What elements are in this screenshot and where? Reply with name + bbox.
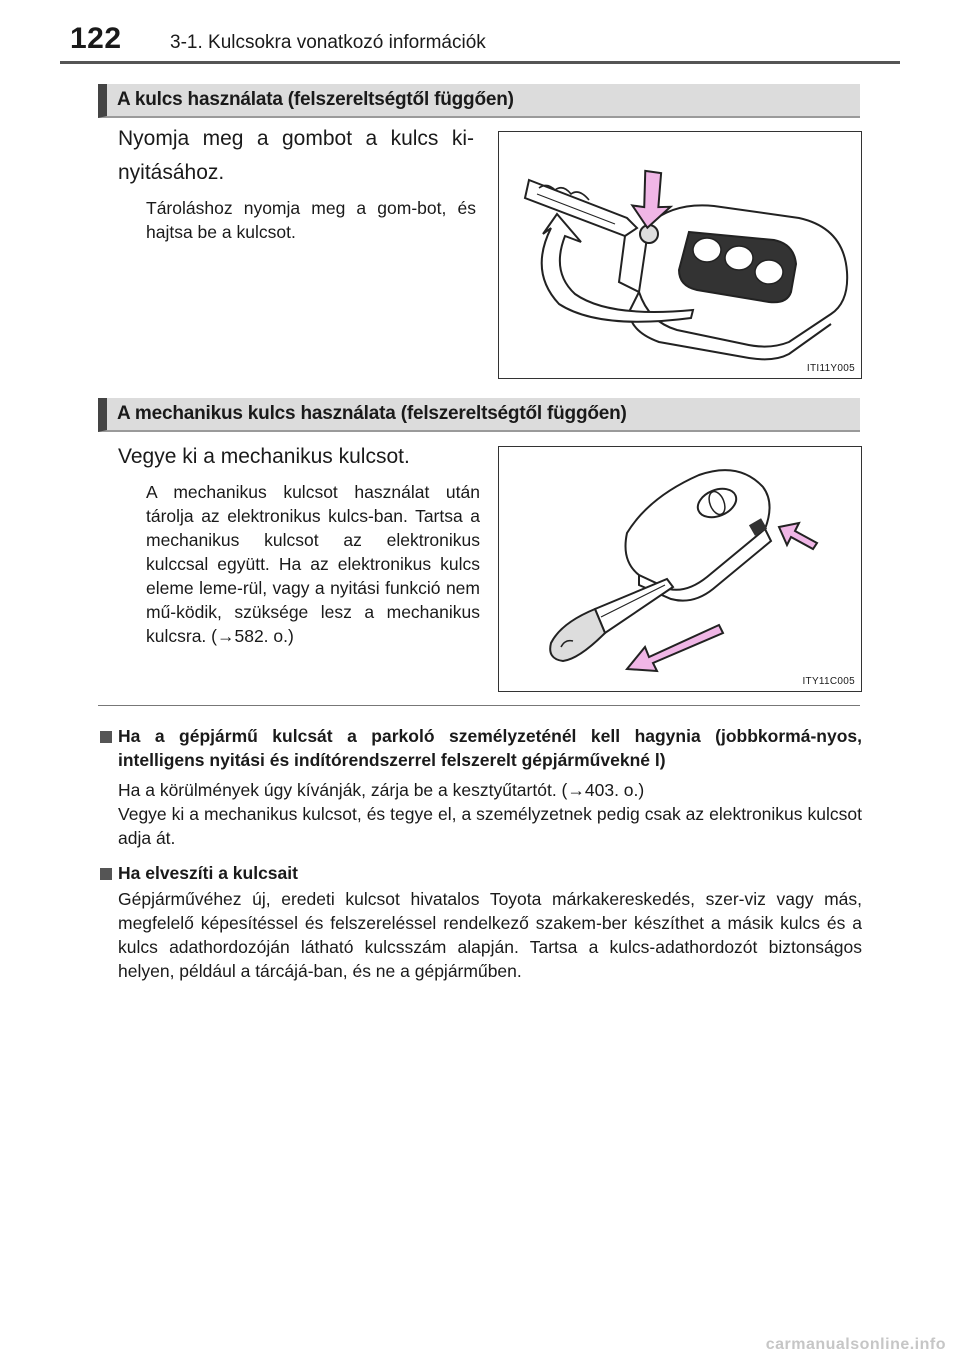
smart-key-illustration (499, 447, 863, 693)
info-text-lost-keys: Gépjárművéhez új, eredeti kulcsot hivatalos Toyota márkakereskedés, szer-viz vagy más, megfelelő képesítéssel és felszereléssel rendelkező szakem-ber készíthet a másik kulcs és a kulcs adathordozóján látható kulcsszám alapján. Tartsa a kulcs-adathordozót biztonságos helyen, például a tárcájá-ban, és ne a gépjárműben. (118, 889, 862, 981)
section-heading-key-use: A kulcs használata (felszereltségtől függően) (98, 84, 860, 118)
chapter-title: 3-1. Kulcsokra vonatkozó információk (170, 32, 486, 53)
section-heading-mechanical-key: A mechanikus kulcs használata (felszereltségtől függően) (98, 398, 860, 432)
trunk-button (755, 260, 783, 284)
watermark: carmanualsonline.info (765, 1336, 946, 1353)
info-text-glovebox: Ha a körülmények úgy kívánják, zárja be a kesztyűtartót. (→403. o.) (118, 780, 645, 800)
instruction-remove-mechanical-key: Vegye ki a mechanikus kulcsot. (118, 445, 410, 468)
info-heading-valet: Ha a gépjármű kulcsát a parkoló személyzeténél kell hagynia (jobbkormá-nyos, intelligens nyitási és indítórendszerrel felszerelt gépjárművekné l) (118, 726, 862, 770)
note-storing-key: Tároláshoz nyomja meg a gom-bot, és hajtsa be a kulcsot. (146, 198, 476, 242)
figure-code: ITY11C005 (802, 676, 855, 687)
smart-key-body (626, 470, 770, 590)
release-button (640, 225, 658, 243)
pull-key-arrow (627, 625, 723, 671)
square-bullet (100, 731, 112, 743)
instruction-press-button: Nyomja meg a gombot a kulcs ki-nyitásához. (118, 127, 474, 184)
section-separator (98, 705, 860, 706)
figure-code: ITI11Y005 (806, 363, 855, 374)
info-text-remove-key: Vegye ki a mechanikus kulcsot, és tegye el, a személyzetnek pedig csak az elektronikus kulcsot adja át. (118, 804, 862, 848)
header-rule (60, 61, 900, 64)
key-blade (525, 180, 637, 236)
page-number: 122 (70, 22, 122, 55)
unlock-button (725, 246, 753, 270)
note-mechanical-key: A mechanikus kulcsot használat után tárolja az elektronikus kulcs-ban. Tartsa a mechanikus kulcsot az elektronikus kulccsal együtt. Ha az elektronikus kulcs eleme leme-rül, vagy a nyitási funkció nem mű-ködik, szüksége lesz a mechanikus kulcsra. (→582. o.) (146, 482, 480, 646)
push-latch-arrow (779, 523, 817, 549)
mechanical-key-head (550, 609, 605, 661)
figure-flip-key (498, 131, 862, 379)
folded-blade (619, 236, 639, 292)
square-bullet (100, 868, 112, 880)
lock-button (693, 238, 721, 262)
flip-key-illustration (499, 132, 863, 380)
figure-smart-key (498, 446, 862, 692)
info-heading-lost-keys: Ha elveszíti a kulcsait (118, 863, 298, 883)
